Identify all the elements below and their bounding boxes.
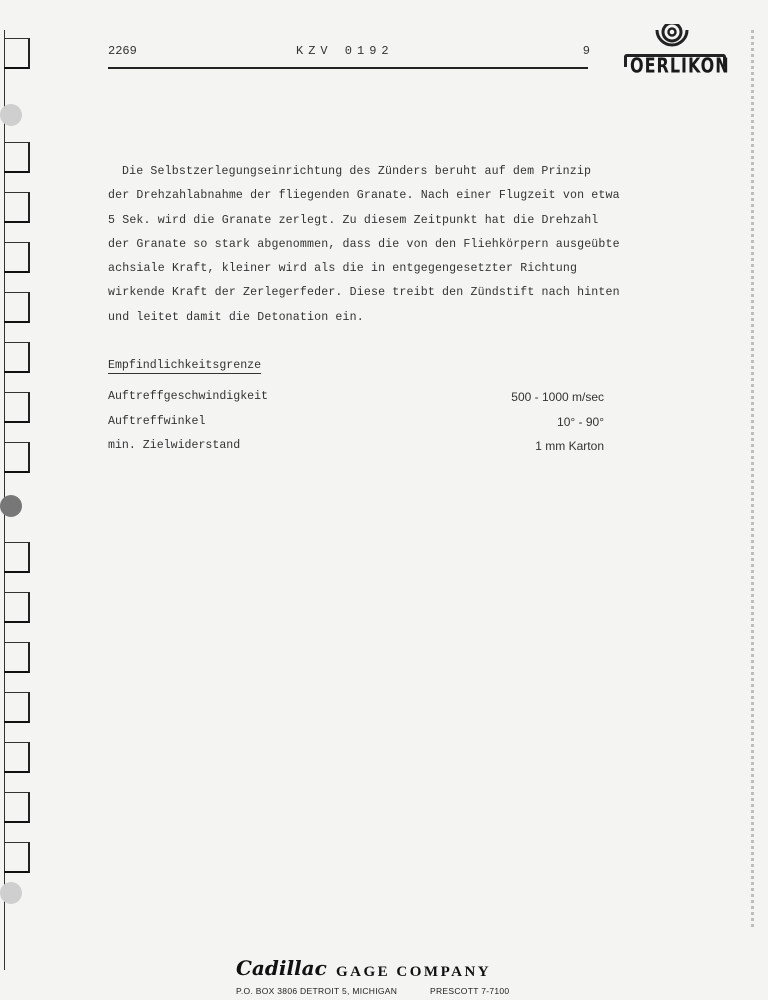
document-code: KZV 0192 — [296, 44, 394, 58]
binding-tab — [4, 842, 30, 873]
spec-table — [108, 390, 604, 464]
scan-edge-artifact — [751, 30, 754, 930]
company-address: P.O. BOX 3806 DETROIT 5, MICHIGAN — [236, 986, 398, 996]
spec-value: 10° - 90° — [557, 414, 604, 429]
binding-tab — [4, 38, 30, 69]
spec-label: Auftreffwinkel — [108, 414, 206, 428]
company-phone: PRESCOTT 7-7100 — [430, 986, 510, 996]
punch-hole — [0, 104, 22, 126]
spec-row — [108, 390, 604, 415]
brand-script: Cadillac — [236, 956, 327, 980]
body-line: und leitet damit die Detonation ein. — [108, 310, 364, 324]
body-line: der Granate so stark abgenommen, dass die von den Fliehkörpern ausgeübte — [108, 237, 620, 251]
binding-tab — [4, 642, 30, 673]
binding-tab — [4, 142, 30, 173]
oerlikon-logo — [620, 24, 730, 80]
page-header — [108, 44, 588, 68]
letterhead-footer — [236, 956, 526, 1000]
punch-hole — [0, 495, 22, 517]
binding-tab — [4, 742, 30, 773]
spec-row — [108, 415, 604, 440]
body-line: wirkende Kraft der Zerlegerfeder. Diese treibt den Zündstift nach hinten — [108, 286, 620, 300]
binding-tab — [4, 542, 30, 573]
binding-tab — [4, 292, 30, 323]
concentric-rings-icon — [654, 24, 690, 48]
body-line: achsiale Kraft, kleiner wird als die in entgegengesetzter Richtung — [108, 262, 578, 276]
binding-tab — [4, 692, 30, 723]
spec-label: min. Zielwiderstand — [108, 439, 241, 452]
binding-tab — [4, 342, 30, 373]
page-number: 9 — [582, 44, 590, 58]
binding-tab — [4, 192, 30, 223]
header-rule — [108, 67, 588, 69]
section-title: Empfindlichkeitsgrenze — [108, 359, 262, 372]
punch-hole — [0, 882, 22, 904]
body-line: Die Selbstzerlegungseinrichtung des Zünders beruht auf dem Prinzip — [122, 165, 592, 178]
brand-name: GAGE COMPANY — [336, 964, 492, 980]
binding-tab — [4, 392, 30, 423]
body-paragraph — [108, 160, 668, 330]
body-line: 5 Sek. wird die Granate zerlegt. Zu diesem Zeitpunkt hat die Drehzahl — [108, 213, 599, 227]
document-number: 2269 — [108, 44, 137, 58]
binding-margin — [0, 30, 36, 970]
binding-tab — [4, 442, 30, 473]
spec-label: Auftreffgeschwindigkeit — [108, 390, 269, 403]
spec-value: 500 - 1000 m/sec — [511, 390, 604, 404]
spec-value: 1 mm Karton — [535, 439, 604, 453]
logo-wordmark: OERLIKON — [630, 53, 730, 78]
binding-tab — [4, 592, 30, 623]
binding-tab — [4, 242, 30, 273]
spec-row — [108, 439, 604, 464]
binding-tab — [4, 792, 30, 823]
body-line: der Drehzahlabnahme der fliegenden Granate. Nach einer Flugzeit von etwa — [108, 189, 620, 203]
